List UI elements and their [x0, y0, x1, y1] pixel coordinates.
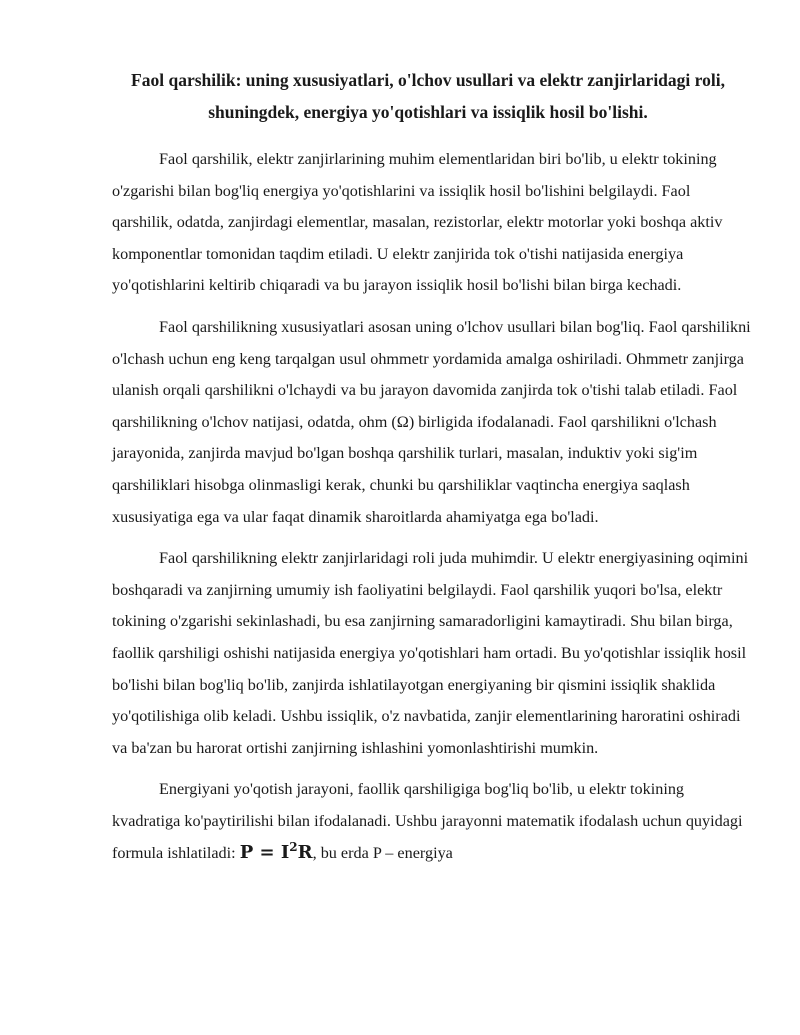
paragraph-2: Faol qarshilikning xususiyatlari asosan uning o'lchov usullari bilan bog'liq. Faol qarshilikni o'lchash uchun eng keng tarqalgan usul ohmmetr yordamida amalga oshiriladi. Ohmmetr zanjirga ulanish orqali qarshilikni o'lchaydi va bu jarayon davomida zanjirda tok o'tishi talab etiladi. Faol qarshilikning o'lchov natijasi, odatda, ohm (Ω) birligida ifodalanadi. Faol qarshilikni o'lchash jarayonida, zanjirda mavjud bo'lgan boshqa qarshilik turlari, masalan, induktiv yoki sig'im qarshiliklari hisobga olinmasligi kerak, chunki bu qarshiliklar vaqtincha energiya saqlash xususiyatiga ega va ular faqat dinamik sharoitlarda ahamiyatga ega bo'ladi. [112, 317, 751, 526]
formula-lhs: P = I [239, 842, 290, 864]
document-title: Faol qarshilik: uning xususiyatlari, o'lchov usullari va elektr zanjirlaridagi roli, shuningdek, energiya yo'qotishlari va issiqlik hosil bo'lishi. [131, 70, 725, 122]
paragraph-4 [112, 774, 752, 870]
formula-exponent: 2 [289, 840, 298, 855]
power-formula [240, 842, 313, 863]
paragraph-1: Faol qarshilik, elektr zanjirlarining muhim elementlaridan biri bo'lib, u elektr tokining o'zgarishi bilan bog'liq energiya yo'qotishlarini va issiqlik hosil bo'lishini belgilaydi. Faol qarshilik, odatda, zanjirdagi elementlar, masalan, rezistorlar, elektr motorlar yoki boshqa aktiv komponentlar tomonidan taqdim etiladi. U elektr zanjirida tok o'tishi natijasida energiya yo'qotishlarini keltirib chiqaradi va bu jarayon issiqlik hosil bo'lishi bilan birga kechadi. [112, 150, 723, 295]
paragraph-3: Faol qarshilikning elektr zanjirlaridagi roli juda muhimdir. U elektr energiyasining oqimini boshqaradi va zanjirning umumiy ish faoliyatini belgilaydi. Faol qarshilik yuqori bo'lsa, elektr tokining o'zgarishi sekinlashadi, bu esa zanjirning samaradorligini kamaytiradi. Shu bilan birga, faollik qarshiligi oshishi natijasida energiya yo'qotishlari ham ortadi. Bu yo'qotishlar issiqlik hosil bo'lishi bilan bog'liq bo'lib, zanjirda ishlatilayotgan energiyaning bir qismini issiqlik shaklida yo'qotilishiga olib keladi. Ushbu issiqlik, o'z navbatida, zanjir elementlarining haroratini oshiradi va ba'zan bu harorat ortishi zanjirning ishlashini yomonlashtirishi mumkin. [112, 549, 749, 757]
paragraph-4-text-before: Energiyani yo'qotish jarayoni, faollik qarshiligiga bog'liq bo'lib, u elektr tokining kvadratiga ko'paytirilishi bilan ifodalanadi. Ushbu jarayonni matematik ifodalash uchun quyidagi formula ishlatiladi: [112, 780, 743, 863]
formula-rhs: R [297, 842, 313, 864]
paragraph-4-text-after: , bu erda P – energiya [312, 844, 453, 863]
